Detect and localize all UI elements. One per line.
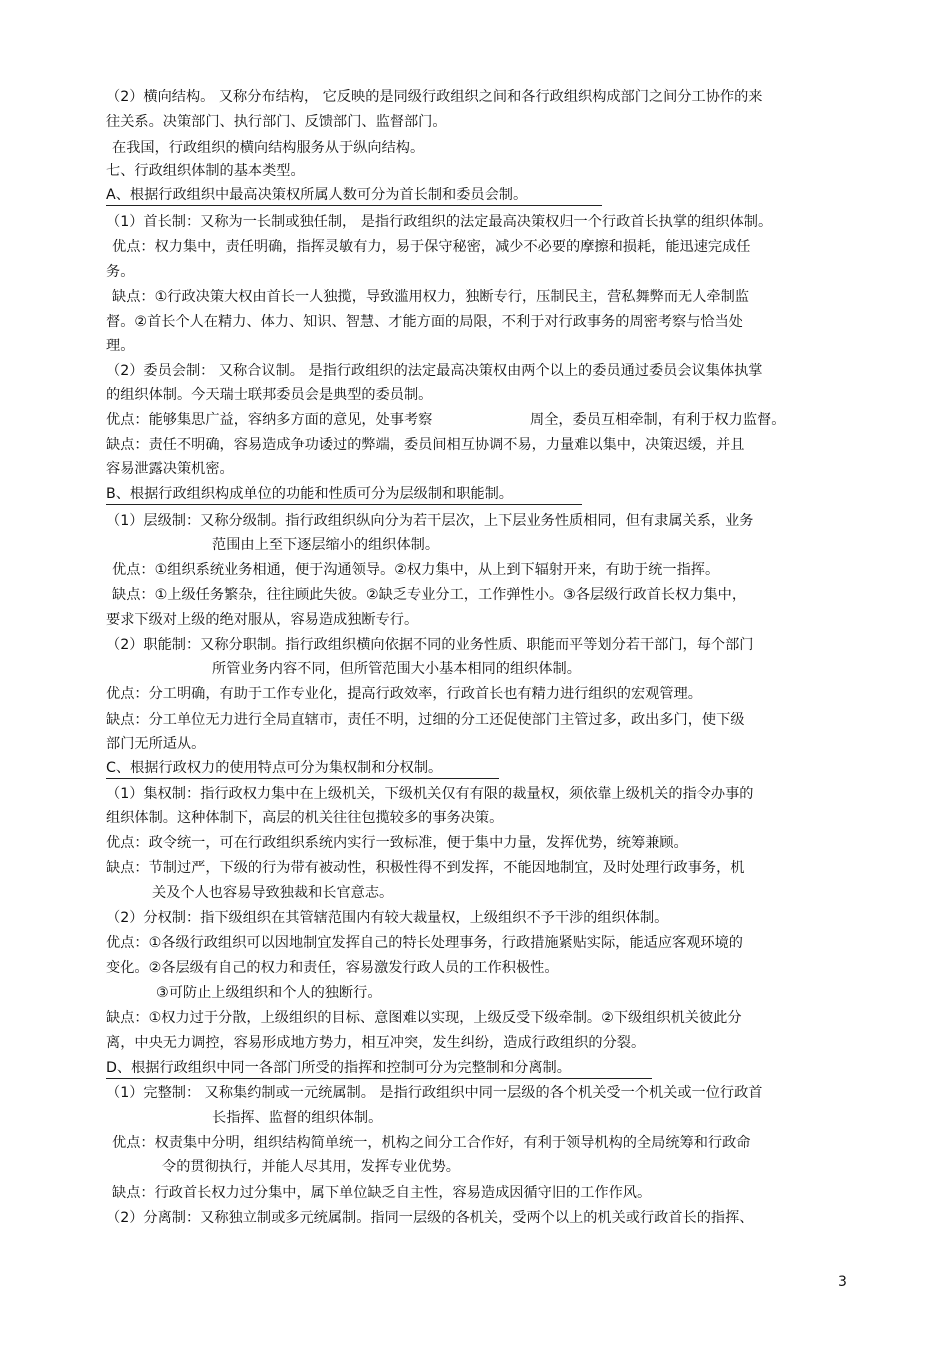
text-line: （2）委员会制： 又称合议制。 是指行政组织的法定最高决策权由两个以上的委员通过委员会议集体执掌 bbox=[106, 363, 763, 379]
text-line: 缺点：①权力过于分散，上级组织的目标、意图难以实现，上级反受下级牵制。②下级组织机关彼此分 bbox=[106, 1010, 742, 1026]
text-line: ③可防止上级组织和个人的独断行。 bbox=[156, 985, 382, 1001]
text-line: 缺点：责任不明确，容易造成争功诿过的弊端，委员间相互协调不易，力量难以集中，决策迟缓，并且 bbox=[106, 437, 745, 453]
category-heading-c: C、根据行政权力的使用特点可分为集权制和分权制。 bbox=[106, 758, 499, 779]
text-line: （1）集权制：指行政权力集中在上级机关，下级机关仅有有限的裁量权，须依靠上级机关的指令办事的 bbox=[106, 786, 754, 802]
text-line: （2）分权制：指下级组织在其管辖范围内有较大裁量权，上级组织不予干涉的组织体制。 bbox=[106, 910, 669, 926]
text-line: 缺点：行政首长权力过分集中，属下单位缺乏自主性，容易造成因循守旧的工作作风。 bbox=[112, 1185, 652, 1201]
text-line: 离，中央无力调控，容易形成地方势力，相互冲突，发生纠纷，造成行政组织的分裂。 bbox=[106, 1035, 646, 1051]
text-line: 缺点：节制过严，下级的行为带有被动性，积极性得不到发挥，不能因地制宜，及时处理行政事务，机 bbox=[106, 860, 745, 876]
text-line: 令的贯彻执行，并能人尽其用，发挥专业优势。 bbox=[162, 1159, 460, 1175]
text-line: （2）分离制：又称独立制或多元统属制。指同一层级的各机关，受两个以上的机关或行政首长的指挥、 bbox=[106, 1210, 754, 1226]
text-line: 优点：分工明确，有助于工作专业化，提高行政效率，行政首长也有精力进行组织的宏观管理。 bbox=[106, 686, 702, 702]
text-line: 缺点：分工单位无力进行全局直辖市，责任不明，过细的分工还促使部门主管过多，政出多门，使下级 bbox=[106, 712, 745, 728]
text-line: （2）职能制：又称分职制。指行政组织横向依据不同的业务性质、职能而平等划分若干部门，每个部门 bbox=[106, 637, 754, 653]
category-heading-a: A、根据行政组织中最高决策权所属人数可分为首长制和委员会制。 bbox=[106, 185, 602, 206]
text-line: 优点：权力集中，责任明确，指挥灵敏有力，易于保守秘密，减少不必要的摩擦和损耗，能迅速完成任 bbox=[112, 239, 751, 255]
text-line: 缺点：①上级任务繁杂，往往顾此失彼。②缺乏专业分工，工作弹性小。③各层级行政首长权力集中， bbox=[112, 587, 747, 603]
text-line: 周全，委员互相牵制，有利于权力监督。 bbox=[530, 412, 786, 428]
text-line: 优点：①组织系统业务相通，便于沟通领导。②权力集中，从上到下辐射开来，有助于统一指挥。 bbox=[112, 562, 720, 578]
text-line: （1）层级制：又称分级制。指行政组织纵向分为若干层次，上下层业务性质相同，但有隶属关系，业务 bbox=[106, 513, 754, 529]
text-line: 的组织体制。今天瑞士联邦委员会是典型的委员制。 bbox=[106, 387, 433, 403]
text-line: （1）完整制： 又称集约制或一元统属制。 是指行政组织中同一层级的各个机关受一个机关或一位行政首 bbox=[106, 1085, 763, 1101]
page-number: 3 bbox=[838, 1274, 847, 1290]
text-line: 变化。②各层级有自己的权力和责任，容易激发行政人员的工作积极性。 bbox=[106, 960, 559, 976]
text-line: 部门无所适从。 bbox=[106, 736, 206, 752]
text-line: 务。 bbox=[106, 264, 135, 280]
category-heading-d: D、根据行政组织中同一各部门所受的指挥和控制可分为完整制和分离制。 bbox=[106, 1058, 652, 1079]
text-line: 往关系。决策部门、执行部门、反馈部门、监督部门。 bbox=[106, 114, 447, 130]
text-line: （2）横向结构。 又称分布结构， 它反映的是同级行政组织之间和各行政组织构成部门之间分工协作的来 bbox=[106, 89, 763, 105]
section-heading: 七、行政组织体制的基本类型。 bbox=[106, 163, 305, 179]
text-line: （1）首长制：又称为一长制或独任制， 是指行政组织的法定最高决策权归一个行政首长执掌的组织体制。 bbox=[106, 214, 773, 230]
text-line: 优点：政令统一，可在行政组织系统内实行一致标准，便于集中力量，发挥优势，统筹兼顾。 bbox=[106, 835, 688, 851]
text-line: 督。②首长个人在精力、体力、知识、智慧、才能方面的局限，不利于对行政事务的周密考察与恰当处 bbox=[106, 314, 743, 330]
category-heading-b: B、根据行政组织构成单位的功能和性质可分为层级制和职能制。 bbox=[106, 484, 582, 505]
text-line: 长指挥、监督的组织体制。 bbox=[212, 1110, 383, 1126]
text-line: 范围由上至下逐层缩小的组织体制。 bbox=[212, 537, 440, 553]
text-line: 关及个人也容易导致独裁和长官意志。 bbox=[152, 885, 394, 901]
text-line: 优点：能够集思广益，容纳多方面的意见，处事考察 bbox=[106, 412, 433, 428]
text-line: 容易泄露决策机密。 bbox=[106, 461, 234, 477]
text-line: 要求下级对上级的绝对服从，容易造成独断专行。 bbox=[106, 612, 419, 628]
text-line: 优点：①各级行政组织可以因地制宜发挥自己的特长处理事务，行政措施紧贴实际，能适应客观环境的 bbox=[106, 935, 743, 951]
text-line: 组织体制。这种体制下，高层的机关往往包揽较多的事务决策。 bbox=[106, 810, 504, 826]
text-line: 优点：权责集中分明，组织结构简单统一，机构之间分工合作好，有利于领导机构的全局统筹和行政命 bbox=[112, 1135, 751, 1151]
text-line: 缺点：①行政决策大权由首长一人独揽，导致滥用权力，独断专行，压制民主，营私舞弊而无人牵制监 bbox=[112, 289, 749, 305]
text-line: 理。 bbox=[106, 338, 135, 354]
text-line: 所管业务内容不同，但所管范围大小基本相同的组织体制。 bbox=[212, 661, 581, 677]
text-line: 在我国，行政组织的横向结构服务从于纵向结构。 bbox=[112, 140, 425, 156]
